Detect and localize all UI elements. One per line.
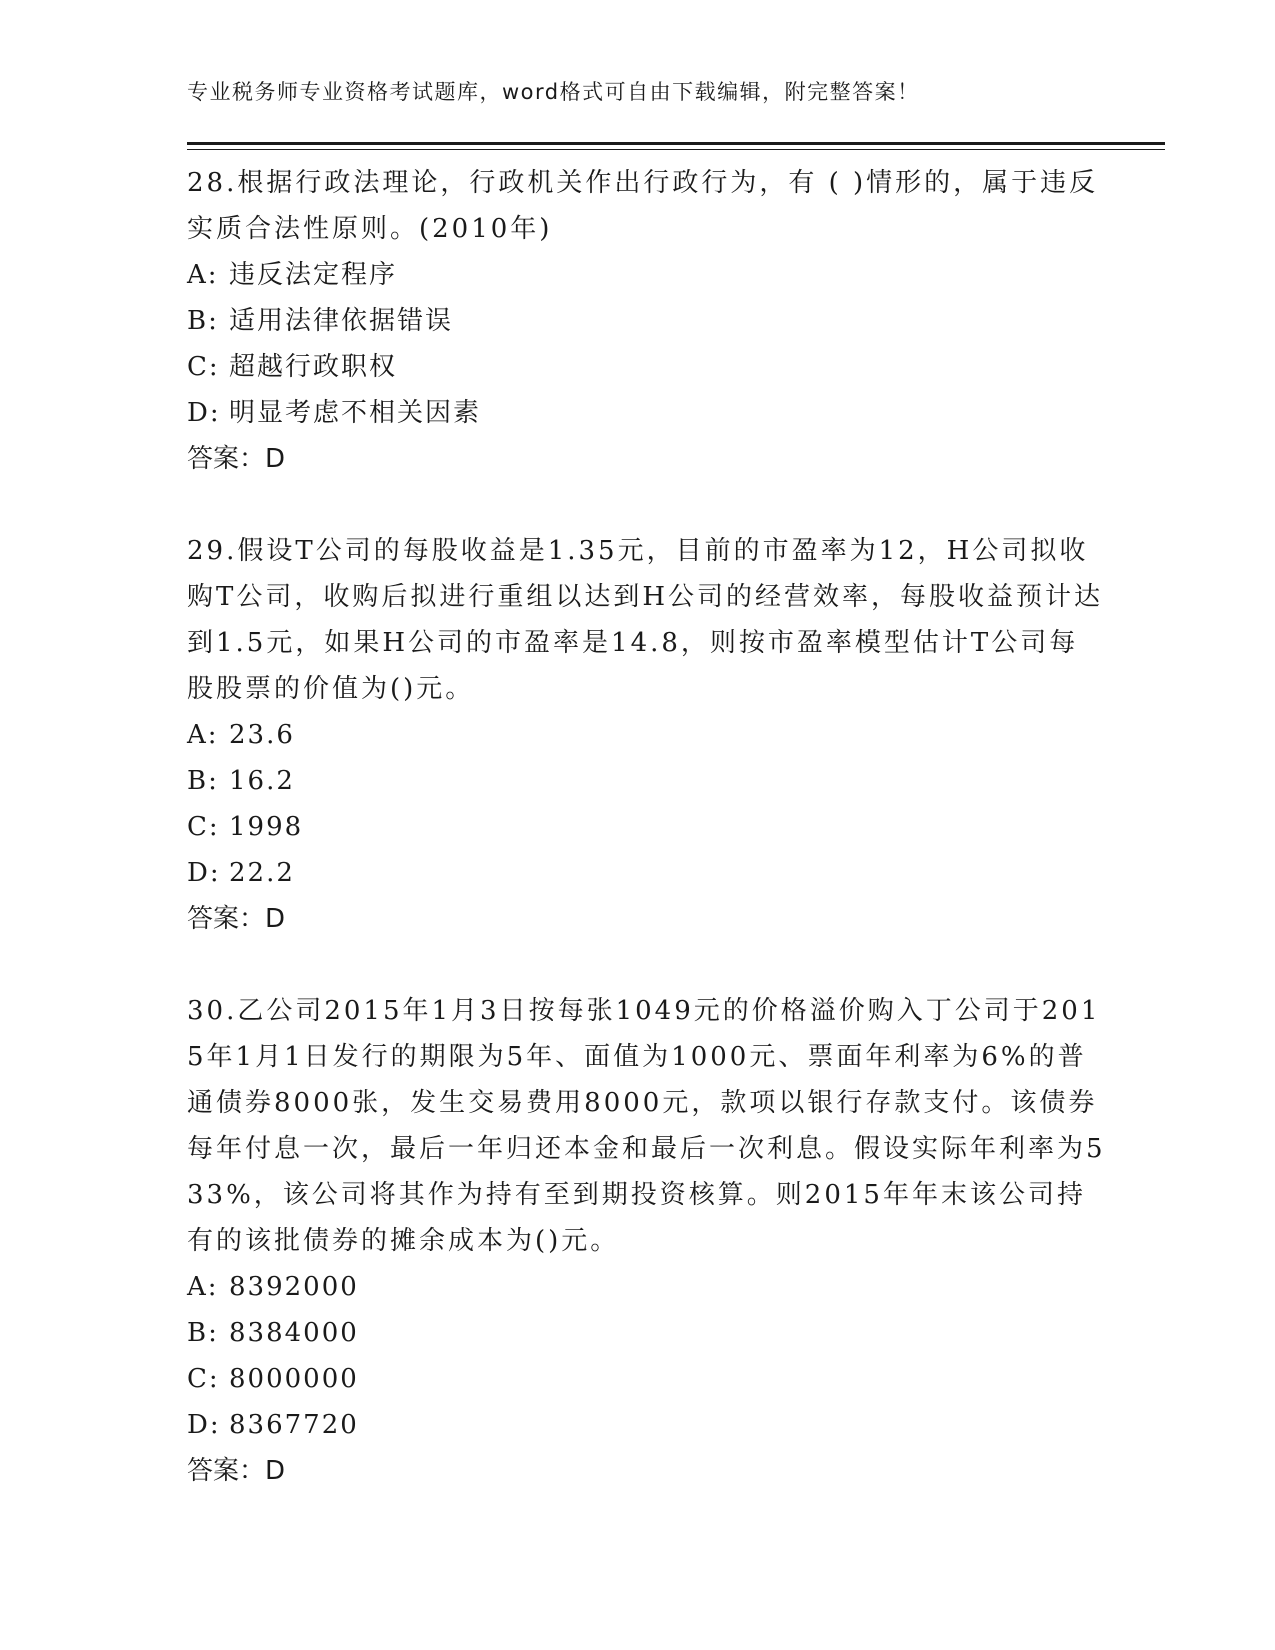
header-rule-thin bbox=[187, 149, 1165, 150]
question-29 bbox=[187, 528, 1107, 942]
option-c bbox=[187, 344, 1107, 390]
option-letter: A: bbox=[187, 720, 219, 750]
option-letter: D: bbox=[187, 1410, 221, 1440]
question-stem: 30.乙公司2015年1月3日按每张1049元的价格溢价购入丁公司于2015年1月1日发行的期限为5年、面值为1000元、票面年利率为6%的普通债券8000张，发生交易费用8000元，款项以银行存款支付。该债券每年付息一次，最后一年归还本金和最后一次利息。假设实际年利率为533%，该公司将其作为持有至到期投资核算。则2015年年末该公司持有的该批债券的摊余成本为()元。 bbox=[187, 996, 1106, 1256]
option-d bbox=[187, 390, 1107, 436]
question-stem: 29.假设T公司的每股收益是1.35元，目前的市盈率为12，H公司拟收购T公司，收购后拟进行重组以达到H公司的经营效率，每股收益预计达到1.5元，如果H公司的市盈率是14.8，则按市盈率模型估计T公司每股股票的价值为()元。 bbox=[187, 536, 1104, 704]
option-letter: D: bbox=[187, 858, 221, 888]
option-text: 适用法律依据错误 bbox=[229, 306, 454, 336]
answer-line: 答案：D bbox=[187, 1456, 286, 1486]
option-text: 8000000 bbox=[229, 1364, 359, 1394]
question-stem: 28.根据行政法理论，行政机关作出行政行为，有 ( )情形的，属于违反实质合法性原则。(2010年) bbox=[187, 168, 1099, 244]
option-d bbox=[187, 850, 1107, 896]
option-letter: D: bbox=[187, 398, 221, 428]
question-list bbox=[187, 160, 1107, 1540]
option-b bbox=[187, 1310, 1107, 1356]
option-text: 8384000 bbox=[229, 1318, 359, 1348]
option-text: 违反法定程序 bbox=[229, 260, 398, 290]
option-letter: B: bbox=[187, 306, 219, 336]
option-c bbox=[187, 804, 1107, 850]
option-letter: B: bbox=[187, 1318, 219, 1348]
answer-line: 答案：D bbox=[187, 904, 286, 934]
option-text: 明显考虑不相关因素 bbox=[229, 398, 482, 428]
option-letter: B: bbox=[187, 766, 219, 796]
option-text: 22.2 bbox=[229, 858, 295, 888]
option-c bbox=[187, 1356, 1107, 1402]
option-a bbox=[187, 1264, 1107, 1310]
question-30 bbox=[187, 988, 1107, 1494]
option-b bbox=[187, 758, 1107, 804]
header-rule-thick bbox=[187, 142, 1165, 145]
option-text: 16.2 bbox=[229, 766, 295, 796]
option-text: 8392000 bbox=[229, 1272, 359, 1302]
option-letter: C: bbox=[187, 1364, 220, 1394]
option-letter: C: bbox=[187, 812, 220, 842]
answer-line: 答案：D bbox=[187, 444, 286, 474]
option-b bbox=[187, 298, 1107, 344]
option-text: 1998 bbox=[229, 812, 304, 842]
question-28 bbox=[187, 160, 1107, 482]
option-d bbox=[187, 1402, 1107, 1448]
option-letter: A: bbox=[187, 260, 219, 290]
option-a bbox=[187, 252, 1107, 298]
option-letter: A: bbox=[187, 1272, 219, 1302]
option-letter: C: bbox=[187, 352, 220, 382]
option-a bbox=[187, 712, 1107, 758]
option-text: 8367720 bbox=[229, 1410, 359, 1440]
option-text: 23.6 bbox=[229, 720, 295, 750]
page-header: 专业税务师专业资格考试题库，word格式可自由下载编辑，附完整答案！ bbox=[187, 80, 920, 104]
option-text: 超越行政职权 bbox=[229, 352, 398, 382]
